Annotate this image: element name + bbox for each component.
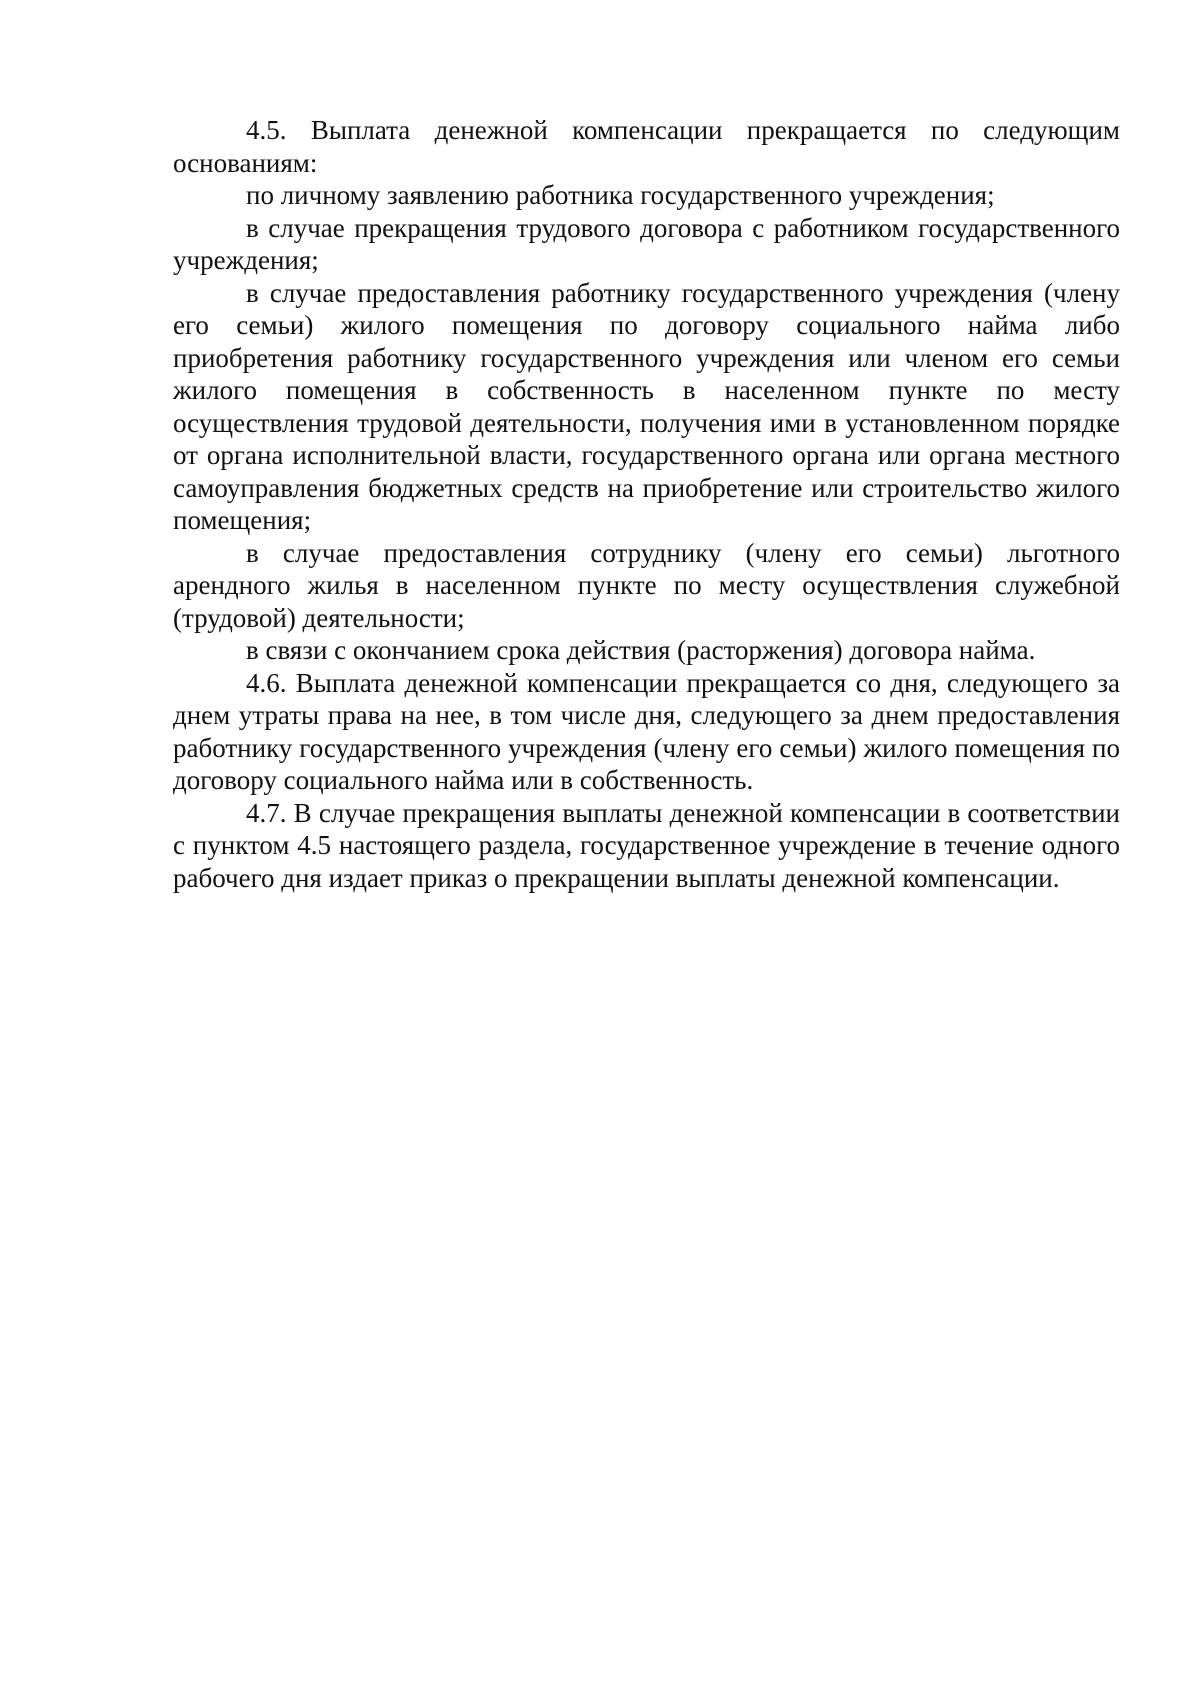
paragraph-4-5-heading: 4.5. Выплата денежной компенсации прекращается по следующим основаниям:: [173, 115, 1120, 178]
paragraph-contract-termination: в случае прекращения трудового договора с работником государственного учреждения;: [173, 212, 1120, 275]
paragraph-preferential-rent: в случае предоставления сотруднику (члену его семьи) льготного арендного жилья в населенном пункте по месту осуществления служебной (трудовой) деятельности;: [173, 537, 1120, 633]
paragraph-personal-application: по личному заявлению работника государственного учреждения;: [246, 180, 995, 210]
paragraph-4-6: 4.6. Выплата денежной компенсации прекращается со дня, следующего за днем утраты права на нее, в том числе дня, следующего за днем предоставления работнику государственного учреждения (члену его семьи) жилого помещения по договору социального найма или в собственность.: [173, 667, 1120, 795]
paragraph-housing-provision: в случае предоставления работнику государственного учреждения (члену его семьи) жилого помещения по договору социального найма либо приобретения работнику государственного учреждения или членом его семьи жилого помещения в собственность в населенном пункте по месту осуществления трудовой деятельности, получения ими в установленном порядке от органа исполнительной власти, государственного органа или органа местного самоуправления бюджетных средств на приобретение или строительство жилого помещения;: [173, 277, 1120, 535]
paragraph-4-7: 4.7. В случае прекращения выплаты денежной компенсации в соответствии с пунктом 4.5 настоящего раздела, государственное учреждение в течение одного рабочего дня издает приказ о прекращении выплаты денежной компенсации.: [173, 797, 1120, 893]
document-body: [173, 114, 1120, 894]
paragraph-lease-expiry: в связи с окончанием срока действия (расторжения) договора найма.: [246, 635, 1036, 665]
